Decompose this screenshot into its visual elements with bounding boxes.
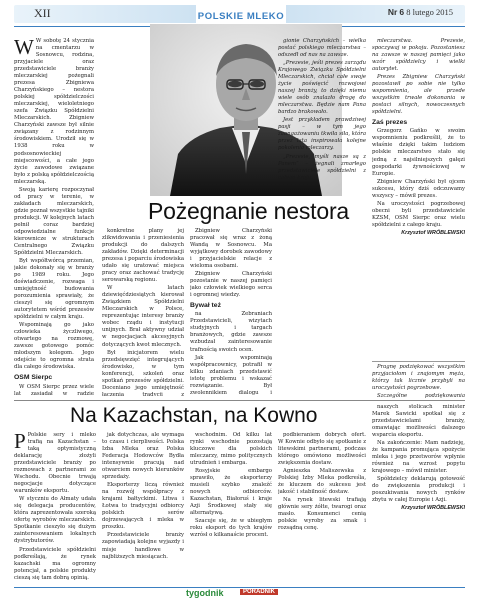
article2-signature: Krzysztof WRÓBLEWSKI	[401, 505, 465, 512]
paragraph: Jak wspominają współpracownicy, potrafił w kilku zdaniach przedstawić istotę problemu i wskazać rozwiązanie. Był zwolennikiem dialogu i	[190, 354, 272, 396]
paragraph: mleczarstwa. Prezesie, spoczywaj w pokoju. Pozostaniesz na zawsze w naszej pamięci jako wzór spółdzielcy i wielki autorytet.	[372, 38, 465, 73]
paragraph: P Polskie sery i mleko trafią na Kazachstan – taką optymistyczną deklarację złożyli przedstawiciele branży po rozmowach z partnerami ze Wschodu. Obecnie trwają negocjacje dotyczące warunków eksportu.	[14, 432, 96, 495]
article1-col3	[190, 228, 272, 396]
page-number: XII	[34, 6, 51, 20]
paragraph: jak dotychczas, ale wymaga to czasu i cierpliwości. Polska Izba Mleka oraz Polska Federacja Hodowców Bydła intensywnie pracują nad otwarciem nowych kierunków sprzedaży.	[102, 432, 184, 481]
article2-headline: Na Kazachstan, na Kowno	[70, 404, 318, 427]
paragraph: Rosyjskie embargo sprawiło, że eksporterzy musieli szybko znaleźć nowych odbiorców. Kazachstan, Białoruś i kraje Azji Środkowej stały się alternatywą.	[190, 468, 272, 517]
article2-col1	[14, 432, 96, 582]
paragraph: Szczególne podziękowania	[377, 393, 465, 399]
paragraph: Zbigniew Charzyński pracował się wraz z żoną Wandą w Sosnowcu. Ma wyjątkowy dorobek zawodowy i przyjacielskie relacje z wieloma osobami.	[190, 228, 272, 270]
subheading: OSM Sierpc	[14, 374, 53, 382]
dropcap: P	[14, 432, 26, 453]
article2-col2	[102, 432, 184, 582]
article2-col5	[372, 404, 465, 582]
thanks-box	[372, 361, 465, 399]
paragraph: „Prezesie, myśli nasze są z Panem” – żegnali zmarłego przedstawiciele spółdzielni z całego kraju.	[278, 153, 366, 181]
article-divider	[14, 400, 465, 401]
paragraph: Zbigniew Charzyński pozostanie w naszej pamięci jako człowiek wielkiego serca i ogromnej wiedzy.	[190, 271, 272, 299]
paragraph: Wspominają go jako człowieka życzliwego, otwartego na rozmowę, zawsze gotowego pomóc młodszym kolegom. Jego odejście to ogromna strata dla całego środowiska.	[14, 322, 94, 371]
article2-col4	[278, 432, 366, 582]
paragraph: wschodnim. Od kilku lat rynki wschodnie pozostają kluczowe dla polskich mleczarzy, mimo politycznych utrudnień i embarga.	[190, 432, 272, 467]
paragraph: W latach dziewięćdziesiątych kierował Związkiem Spółdzielni Mleczarskich w Polsce, reprezentując interesy branży wobec rządu i instytucji unijnych. Brał aktywny udział w negocjacjach akcesyjnych dotyczących kwot mlecznych.	[102, 285, 184, 348]
paragraph: Był inicjatorem wielu przedsięwzięć integrujących środowisko, w tym konferencji, szkoleń oraz spotkań prezesów spółdzielni. Doceniano jego umiejętność łączenia tradycji z	[102, 349, 184, 396]
paragraph: podbieraniem dobrych ofert. W Kownie odbyło się spotkanie z litewskimi partnerami, podczas którego omówiono możliwości zwiększenia dostaw.	[278, 432, 366, 467]
paragraph: W OSM Sierpc przez wiele lat zasiadał w radzie	[14, 383, 94, 396]
paragraph: Spółdzielcy deklarują gotowość do zwiększenia produkcji i poszukiwania nowych rynków zbytu w całej Europie i Azji.	[372, 476, 465, 504]
paragraph: „Prezesie, jeśli prezes zarządu Krajowego Związku Spółdzielni Mleczarskich, chciał całe swoje życie poświęcić rozwojowi naszej branży, to dzięki niemu wiele osób znalazło drogę do mleczarstwa. Będzie nam Pana bardzo brakowało.	[278, 60, 366, 116]
article1-col5	[372, 38, 465, 360]
paragraph: naszych stolicach minister Marek Sawicki spotkał się z przedstawicielami branży, omawiając możliwości dalszego wsparcia eksportu.	[372, 404, 465, 439]
issue-date: 8 lutego 2015	[406, 7, 453, 17]
paragraph: Prezes Zbigniew Charzyński pozostawił po sobie nie tylko wspomnienia, ale przede wszystkim trwałe dokonania w postaci silnych, nowoczesnych spółdzielni.	[372, 74, 465, 116]
article1-headline: Pożegnanie nestora	[148, 198, 349, 224]
subheading: Bywał też	[190, 302, 221, 310]
paragraph: konkretne plany jej zlikwidowania i przeniesienia produkcji do dalszych zakładów. Dzięki determinacji prezesa i poparciu środowiska udało się uratować miejsca pracy oraz zachować tradycję serowarską regionu.	[102, 228, 184, 284]
paragraph: Swoją karierę rozpoczynał od pracy w terenie, w zakładach mleczarskich, gdzie poznał wszystkie tajniki produkcji. W kolejnych latach pełnił coraz bardziej odpowiedzialne funkcje kierownicze w strukturach Centralnego Związku Spółdzielni Mleczarskich.	[14, 186, 94, 256]
page-footer	[0, 583, 479, 600]
dropcap: W	[14, 38, 34, 59]
issue-info	[388, 7, 453, 17]
footer-rule	[14, 587, 465, 588]
article1-signature: Krzysztof WRÓBLEWSKI	[401, 229, 465, 236]
paragraph: Na uroczystości pogrzebowej obecni byli przedstawiciele KZSM, OSM Sierpc oraz wielu spółdzielni z całego kraju.	[372, 200, 465, 228]
paragraph: Zbigniew Charzyński był ojcem sukcesu, który dziś odczuwamy wszyscy – mówił prezes.	[372, 178, 465, 199]
tygodnik-logo: tygodnik	[186, 588, 224, 598]
article1-col1-extension	[102, 38, 150, 198]
article1-col4	[278, 38, 366, 396]
issue-number: 6	[399, 7, 405, 17]
paragraph: Szacuje się, że w ubiegłym roku eksport do tych krajów wzrósł o kilkanaście procent.	[190, 518, 272, 539]
paragraph: Grzegorz Gańko w swoim wspomnieniu podkreślił, że to właśnie dzięki takim ludziom polskie mleczarstwo stało się jedną z najsilniejszych gałęzi gospodarki żywnościowej w Europie.	[372, 128, 465, 177]
paragraph: Pragnę podziękować wszystkim przyjaciołom i znajomym męża, którzy tak licznie przybyli na uroczystości pogrzebowe.	[372, 364, 465, 392]
section-title: POLSKIE MLEKO	[197, 11, 285, 22]
paragraph: Przedstawiciele branży zapowiadają kolejne wyjazdy i misje handlowe w najbliższych miesiącach.	[102, 532, 184, 560]
paragraph: Był współtwórcą przemian, jakie dokonały się w branży po 1989 roku. Jego doświadczenie, rozwaga i umiejętność budowania porozumienia sprawiały, że cieszył się ogromnym autorytetem wśród prezesów spółdzielni w całym kraju.	[14, 257, 94, 321]
poradnik-logo: PORADNIK	[240, 589, 278, 595]
article2-col3	[190, 432, 272, 582]
subheading: Zaś prezes	[372, 119, 408, 127]
section-logo	[196, 4, 286, 24]
article1-col2	[102, 228, 184, 396]
paragraph: W W sobotę 24 stycznia na cmentarzu w Sosnowcu, rodzina, przyjaciele oraz przedstawiciele branży mleczarskiej pożegnali prezesa Zbigniewa Charzyńskiego – nestora polskiej spółdzielczości mleczarskiej, wieloletniego szefa Związku Spółdzielni Mleczarskich. Zbigniew Charzyński zawsze był silnie związany z rodzinnym środowiskiem. Urodził się w 1938 roku w podsosnowieckiej miejscowości, a całe jego życie zawodowe związane było z polską spółdzielczością mleczarską.	[14, 38, 94, 185]
paragraph: Na zakończenie: Mam nadzieję, że kampania promująca spożycie mleka i jego przetworów wpłynie również na wzrost popytu krajowego – mówił minister.	[372, 440, 465, 475]
paragraph: Na rynek litewski trafiają głównie sery żółte, twarogi oraz masło. Konsumenci cenią polskie wyroby za smak i rozsądną cenę.	[278, 497, 366, 532]
article1-col1	[14, 38, 94, 396]
paragraph: Jest przykładem prawdziwej pasji – w tym jego zaangażowaniu tkwiła siła, która przez lata inspirowała kolejne pokolenia mleczarzy.	[278, 117, 366, 152]
issue-label: Nr	[387, 7, 398, 17]
paragraph: na Zebraniach Przedstawicieli, wizytach studyjnych i targach branżowych, gdzie zawsze wzbudzał zainteresowanie trafnością swoich ocen.	[190, 311, 272, 353]
paragraph: gionie Charzyńskich – wielka postać polskiego mleczarstwa – odszedł od nas na zawsze.	[278, 38, 366, 59]
paragraph: W styczniu do Ałmaty udała się delegacja producentów, która zaprezentowała szeroką ofertę wyrobów mleczarskich. Spotkanie cieszyło się dużym zainteresowaniem lokalnych dystrybutorów.	[14, 496, 96, 545]
paragraph: Przedstawiciele spółdzielni podkreślają, że rynek kazachski ma ogromny potencjał, a polskie produkty cieszą się tam dobrą opinią.	[14, 546, 96, 581]
paragraph: Agnieszka Maliszewska z Polskiej Izby Mleka podkreśla, że kluczem do sukcesu jest jakość i stabilność dostaw.	[278, 468, 366, 496]
paragraph: Eksporterzy liczą również na rozwój współpracy z krajami bałtyckimi. Litwa i Łotwa to tradycyjni odbiorcy polskich serów dojrzewających i mleka w proszku.	[102, 482, 184, 531]
